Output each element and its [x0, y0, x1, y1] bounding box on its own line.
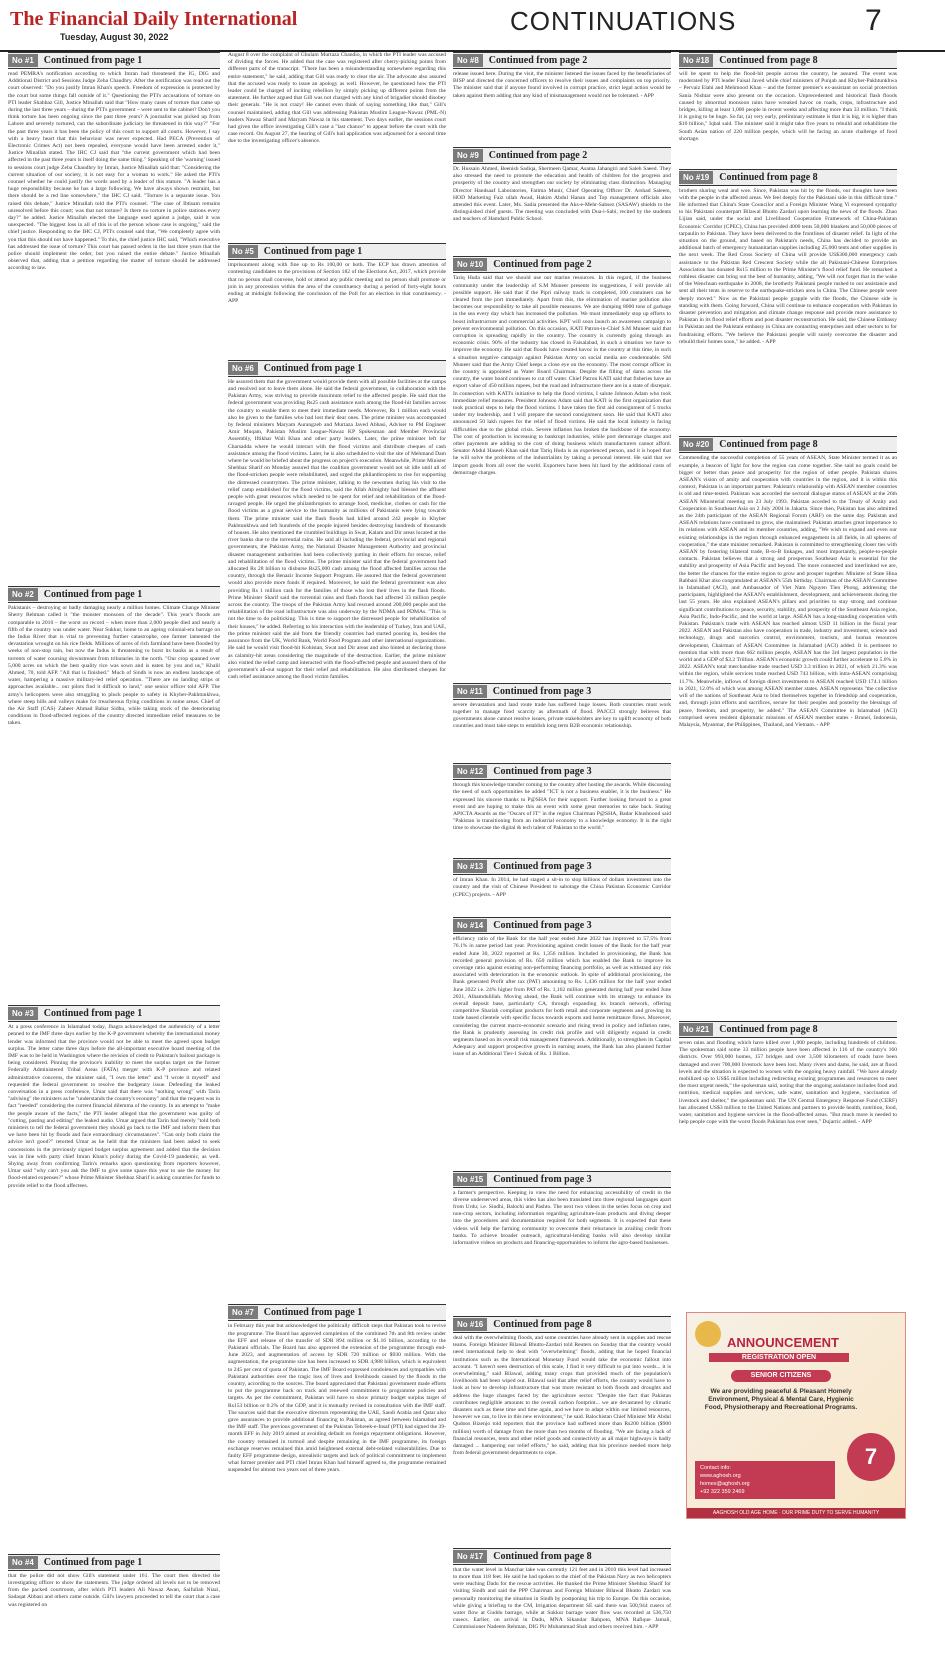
story	[453, 1316, 671, 1544]
story-number: No #6	[228, 362, 258, 375]
story	[453, 917, 671, 1166]
story-header	[453, 1548, 671, 1565]
story	[228, 243, 446, 356]
column-1	[8, 52, 220, 1642]
ad-title: ANNOUNCEMENT	[727, 1335, 839, 1350]
story-number: No #12	[453, 765, 487, 778]
story-header	[679, 169, 897, 186]
continued-from-label: Continued from page 1	[43, 589, 143, 601]
ad-contact	[695, 1461, 835, 1499]
continued-from-label: Continued from page 2	[493, 259, 592, 271]
story-number: No #5	[228, 245, 258, 258]
continued-from-label: Continued from page 1	[263, 1307, 363, 1319]
story-body: of Imran Khan. In 2014, he had staged a sit-in to stop billions of dollars investment into the country and the visit of Chinese President to sabotage the China Pakistan Economic Corridor (CPEC) projects. - APP	[453, 877, 671, 898]
story-header	[228, 360, 446, 377]
aghosh-logo-icon	[695, 1321, 721, 1347]
story-number: No #7	[228, 1306, 258, 1319]
story-header	[453, 256, 671, 273]
newspaper-title: The Financial Daily International	[10, 8, 298, 30]
story-header	[8, 1005, 220, 1022]
story-header	[8, 52, 220, 69]
page-number: 7	[865, 4, 882, 37]
story-header	[453, 763, 671, 780]
story-number: No #18	[679, 54, 713, 67]
masthead	[0, 0, 945, 52]
ad-contact-label: Contact info:	[700, 1465, 731, 1471]
story-number: No #2	[8, 588, 38, 601]
story-number: No #9	[453, 149, 483, 162]
story-number: No #19	[679, 171, 713, 184]
column-2	[228, 52, 446, 1615]
column-3	[453, 52, 671, 1672]
continued-from-label: Continued from page 1	[43, 55, 143, 66]
continued-from-label: Continued from page 3	[492, 685, 592, 697]
continued-from-label: Continued from page 8	[719, 439, 818, 451]
story-header	[679, 436, 897, 453]
story	[8, 1554, 220, 1638]
story-body: brothers sharing weal and woe. Since, Pakistan was hit by the floods, our thoughts have been with the people in the affected areas. We feel deeply for the Pakistani side in this difficult time." He informed that China's State Councilor and a Foreign Minister Wang Yi expressed sympathy to his Pakistani counterpart Bilawal Bhutto Zardari upon learning the news of the floods. Zhao Lijian said, under the social and Livelihood Cooperation Framework of China-Pakistan Economic Corridor (CPEC), China has provided 4000 tents 50,000 blankets and 50,000 pieces of tarpaulin to Pakistan. They have been delivered to the frontlines of disaster relief. In light of the situation on the ground, and based on Pakistan's needs, China has decided to provide an additional batch of emergency humanitarian supplies including 25,000 tents and other supplies in the next week. The Red Cross Society of China will provide US$300,000 emergency cash assistance to the Pakistan Red Crescent Society while the all Pakistani-Chinese Enterprises Association has donated Rs15 million to the Prime Minister's flood relief fund. He remarked a ruthless disaster can bring out the best of humanity, adding, "We will not forget that in the wake of the Wenchuan earthquake in 2008, the brotherly Pakistani people rushed to our assistance and sent all their tents in reserve to the earthquake-stricken area in China. The Chinese people were deeply moved." Now as the Pakistani people grapple with the floods, the Chinese side is standing with them. Going forward, China will continue to enhance cooperation with Pakistan in disaster prevention and mitigation and climate change response and provide more assistance to Pakistan in its flood relief efforts and post disaster reconstruction. He said, the Chinese Embassy in Pakistan and the Pakistani embassy in China are contacting enterprises and other sectors to for fundraising efforts. "We believe the Pakistani people will surely overcome the disaster and rebuild their homes soon," he added. - APP	[679, 187, 897, 345]
ad-senior-citizens: SENIOR CITIZENS	[731, 1370, 831, 1382]
story-number: No #17	[453, 1550, 487, 1563]
story-body: in February this year but acknowledged the politically difficult steps that Pakistan took to revive the programme. The Board has approved completion of the combined 7th and 8th review under the EFF and release of the transfer of SDR 894 million or $1.16 billion, according to the Pakistani officials. The Board has also approved the extension of the programme through end-June 2023, and augmentation of access by SDR 720 million or $930 million. With the augmentation, the programme size has been increased to SDR 4,988 billion, which is equivalent to 245 per cent of quota of Pakistan. The IMF Board expressed condolences and sympathies with Pakistani authorities over the tragic loss of lives and livelihoods caused by the floods in the country, according to the sources. The board appreciated that Pakistani government made efforts to put the programme back on track and renewed commitment to programme policies and targets. As per the commitment, Pakistan will have to show primary budget surplus target of Rs153 billion or 0.2% of the GDP, and it is mutually revised in consultation with the IMF staff. The sources said that the executive directors representing the UAE, Saudi Arabia and Qatar also gave assurances to provide additional financing to Pakistan, as agreed between Islamabad and the IMF staff. The previous government of the Pakistan Tehreek-e-Insaf (PTI) had signed the 39-month EFF in July 2019 aimed at avoiding default on foreign repayment obligations. However, the country remained in turmoil and despite remaining in the IMF programme, its foreign exchange reserves remained thin amid heightened external debt-related vulnerabilities. Due to faulty EFF programme design, unrealistic targets and lack of political commitment to implement what former premier and PTI chief Imran Khan had himself agreed to, the programme remained suspended for almost two years out of three years.	[228, 1323, 446, 1474]
story	[8, 1005, 220, 1550]
story-body: Pakistanis – destroying or badly damaging nearly a million homes. Climate Change Minister Sherry Rehman called it "the monster monsoon of the decade". This year's floods are comparable to 2010 – the worst on record – when more than 2,000 people died and nearly a fifth of the country was under water. Near Sukkur, home to an ageing colonial-era barrage on the Indus River that is vital to preventing further catastrophe, one farmer lamented the devastation wrought on his rice fields. Millions of acres of rich farmland have been flooded by weeks of non-stop rain, but now the Indus is threatening to burst its banks as a result of torrents of water coursing downstream from tributaries in the north. "Our crop spanned over 5,000 acres on which the best quality rice was sown and is eaten by you and us," Khalil Ahmed, 70, told AFP. "All that is finished." Much of Sindh is now an endless landscape of water, hampering a massive military-led relief operation. "There are no landing strips or approaches available... our pilots find it difficult to land," one senior officer told AFP. The army's helicopters were also struggling to pluck people to safety in Khyber-Pakhtunkhwa, where steep hills and valleys make for treacherous flying conditions in some areas. Chief of the Air Staff (CAS) Zaheer Ahmad Babar Sidhu, while taking stock of the deteriorating conditions in flood-affected regions of the country directed immediate relief measures to be taken.	[8, 605, 220, 727]
story-number: No #15	[453, 1173, 487, 1186]
story	[679, 52, 897, 165]
continued-from-label: Continued from page 2	[488, 150, 588, 161]
story	[679, 169, 897, 433]
story	[453, 683, 671, 760]
story-number: No #21	[679, 1023, 713, 1036]
continued-from-label: Continued from page 3	[493, 1173, 592, 1185]
story-body: deal with the overwhelming floods, and some countries have already sent in supplies and rescue teams. Foreign Minister Bilawal Bhutto-Zardari told Reuters on Sunday that the country would need international help to deal with "overwhelming" floods, adding that he hoped financial institutions such as the International Monetary Fund would take the economic fallout into account. "I haven't seen destruction of this scale, I find it very difficult to put into words... it is overwhelming," said Bilawal, adding many crops that provided much of the population's livelihoods had been wiped out. Bilawal said that after relief efforts, the country would have to look at how to develop infrastructure that was more resistant to both floods and droughts and address the huge changes faced by the agriculture sector. "Despite the fact that Pakistan contributes negligible amounts to the overall carbon footprint... we are devastated by climatic disasters such as these time and time again, and we have to adapt within our limited resources, however we can, to live in this new environment," he said. Balochistan Chief Minister Mir Abdul Qudoos Bizenjo told reporters that the province had suffered more than Rs200 billion ($900 million) worth of damage from the more than two months of flooding. "We are facing a lack of financial resources, tents and other relief goods and connectivity as all major highways is badly damaged ... hampering our relief efforts," he said, adding that his province needed more help from federal government departments to cope.	[453, 1334, 671, 1457]
story	[228, 1304, 446, 1611]
story-header	[453, 147, 671, 164]
ad-body: We are providing peaceful & Pleasant Homely Environment, Physical & Mental Care, Hygienic Food, Physiotherapy and Recreational Programs.	[704, 1388, 858, 1411]
continued-from-label: Continued from page 1	[43, 1556, 143, 1568]
ad-contact-phone[interactable]: +92 322 359 2469	[700, 1489, 745, 1495]
column-4	[679, 52, 897, 1231]
story-body: a farmer's perspective. Keeping in view the need for enhancing accessibility of credit in the diverse underserved areas, this video has also been translated into three regional languages apart from Urdu; i.e. Sindhi, Balochi and Pashto. The next two videos in the series focus on crop and non-crop sectors, including information regarding agriculture-loan products and diving deeper into the procedures and documentation required for both segments. It is expected that these videos will help the farming community to overcome their reluctance in availing credit from banks. To achieve broader outreach, agricultural-lending banks will also develop similar informative videos on products and financing-opportunities to inform the agro-based businesses.	[453, 1189, 671, 1246]
issue-date: Tuesday, August 30, 2022	[60, 32, 169, 42]
continued-from-label: Continued from page 8	[719, 171, 818, 183]
story	[453, 256, 671, 678]
story-header	[8, 586, 220, 603]
story-body: At a press conference in Islamabad today, Jhagra acknowledged the authenticity of a letter penned to the IMF three days earlier by the K-P government whereby the international money lender was informed that the province would not be able to meet the agreed upon budget surplus. The letter came three days before the all-important executive board meeting of the IMF was to be held in Washington where the revision of credit to Pakistan's bailout package is being considered. Pinning the province's inability to meet the surplus target on the former Federally Administered Tribal Areas (FATA) merger with K-P province and related administrative concerns, the minister said, "I own the letter" and "I wrote it myself" and requested the federal government to resolve the budgetary issue. Defending the leaked conversation in a press conference, Umar said that there was "nothing wrong" with Tarin "advising" the ministers as he "understands the country's economy" and that the request was in fact "needed" considering the current financial dilemma of the country. In an attempt to "make the people aware of the facts," the PTI leader alleged that the government was guilty of "cutting, pasting and editing" the leaked audio. Umar argued that Tarin had merely "told both ministers to tell the federal government they should go back to the IMF and inform them that we have been hit by floods and face extraordinary circumstances". "Can only both claim the advice isn't good?" retorted Umar as he held that the ministers had been asked to seek concessions in the previously signed budget surplus agreement and added that the decision was in line with party chief Imran Khan's policy during the Covid-19 pandemic, as well. Shying away from confirming Tarin's remarks upon questioning from reporters however, Umar said "why can't you ask the IMF to give some space this year to use the money for flood-related expenses?" whose Prime Minister Shehbaz Sharif is asking countries for funds to provide relief to the flood affectees.	[8, 1024, 220, 1189]
story	[228, 360, 446, 1301]
ad-contact-email[interactable]: homes@aghosh.org	[700, 1481, 750, 1487]
story-body: that the water level in Manchar lake was currently 121 feet and in 2010 this level had increased to more than 118 feet. He said he had spoken to the chief of the Pakistan Navy as two helicopters were reaching Dadu for the rescue activities. He thanked the Prime Minister Shehbaz Sharif for visiting Sindh and said the PPP Chairman and Foreign Minister Bilawal Bhutto Zardari was personally monitoring the situation in Sindh by postponing his trip to Europe. On this occasion, while giving a briefing to the CM, Irrigation department SE said there was 500,944 cusecs of water flow at Guddu barrage, while at Sukkur barrage water flow was recorded at 536,750 cusecs. Earlier, on arrival in Dadu, MNA Sikandar Rahpoto, MNA Rafique Jamali, Commissioner Nadeem Rehman, DIG Pir Muhammad Shah and others received him. - APP	[453, 1566, 671, 1631]
story-body: release issued here. During the visit, the minister listened the issues faced by the beneficiaries of BISP and directed the concerned officers to resolve their issues and complaints on top priority. The minister said that if anyone found involved in corrupt practice, strict legal action would be taken against them adding that any kind of mismanagement would not be tolerated. - APP	[453, 71, 671, 99]
story	[8, 52, 220, 582]
story-body: read PEMRA's notification according to which Imran had threatened the IG, DIG and Additional District and Sessions Judge Zeba Chaudhry. After the notification was read out the court observed: "Do you justify Imran Khan's speech. Freedom of expression is protected by the court but some things fall outside of it." Questioning the PTI's accusations of torture on PTI leader Shahbaz Gill, Justice Minallah said that "How many cases of torture that came up during the last three years – during the PTI's government – were sent to the cabinet? Don't you think torture has been ongoing since the past three years? A journalist was picked up from Lahore and severely tortured, can the subordinate judiciary be threatened in this way?" "For the past three years it has been the policy of this court to support all courts. However, I say with a heavy heart that this behaviour was never expected. Had PECA (Prevention of Electronic Crimes Act) not been repealed, everyone would have been arrested under it," Justice Minallah stated. The IHC CJ said that "the current government which had been affected in the past three years is itself doing the same thing." Speaking of the 'warning' issued to sessions court judge Zeba Chaudhry by Imran, Justice Minallah said that: "Considering the current situation of our society, it is not easy for a woman to work." He asked the PTI's counsel whether he could justify the words used by a leader of this stature. "A leader has a huge responsibility because he has a large following. We have always shown restraint, but there should be a red line somewhere," the IHC CJ said. "Torture is a separate issue. You raised this debate," Justice Minallah told the PTI's counsel. "The case of Ibtisam remains unresolved before this court; was that not torture? Is there no torture in police stations every day?" he added. Justice Minallah elected the language used against a judge, said it was unexpected. "The biggest loss in all of this is of the person whose case is ongoing," said the chief justice. Responding to the IHC CJ, PTI's counsel said that, "We completely agree with you that this should not have happened." To this, the chief justice IHC said, "Which executive has addressed the issue of torture? This court has passed orders in the last three years that the police should implement the order, but you raised the entire debate." Justice Minallah observed that, adding that a petition regarding the matter of torture should be addressed according to law.	[8, 71, 220, 272]
story	[453, 1548, 671, 1668]
story-header	[453, 1171, 671, 1188]
announcement-advertisement[interactable]	[686, 1312, 906, 1519]
continued-from-label: Continued from page 1	[263, 362, 363, 374]
story	[453, 147, 671, 252]
story	[8, 586, 220, 1001]
continued-from-label: Continued from page 2	[488, 55, 588, 66]
continued-from-label: Continued from page 8	[493, 1318, 592, 1330]
story-body: Tariq Huda said that we should use our marine resources. In this regard, if the business community under the leadership of S.M Muneer presents its suggestions, I will provide all possible support. He said that if the Pipri railway track is completed, 100 containers can be cleared from the port immediately. Apart from this, the elimination of marine pollution also becomes our responsibility to take all possible measures. We are dumping 8000 tons of garbage in the sea every day which has increased the pollution. We must immediately stop up efforts to boost infrastructure and commercial activities. KPT will soon launch an awareness campaign to prevent environmental pollution. On this occasion, KATI Patron-in-Chief S.M Muneer said that corruption is spreading rapidly in the country. The country is currently going through an economic crisis. 90% of the industry has closed in Faisalabad, in such a situation we have to improve the economy. He said that floods have created havoc in the country at this time, in such a situation negative campaign against Pakistan Army on social media are condemnable. SM Muneer said that the Army Chief keeps a close eye on the economy. The most corrupt officer in the country is appointed as Water Board Chairman. Despite the filling of dams across the country, the water board continues to cut off water. Chief Patron KATI said that fisheries have an export value of 450 million rupees, but the road and infrastructure there are in a state of disrepair. In connection with KATI's initiative to help the flood victims, I salute Johnson Adam who took immediate relief measures. President Johnson Adam said that KATI is the first organization that took practical steps to help the flood victims. I have taken the first aid consignment of 5 trucks under my leadership, and I will prepare the second consignment soon. He said that KATI also announced 50 lakh rupees for the relief of flood victims. He said the local industry is facing difficulties due to the global crisis. Severe inflation has broken the backbone of the economy. The cost of production is increasing to bankrupt industries, while port demurrage charges and other payments are adding to the cost of doing business which manufacturers cannot afford. Senator Abdul Haseeb Khan said that Tariq Huda is an experienced person, and it is hoped that he will solve the problems of the industrialists by taking a personal interest. He said that we import goods from all over the world. Exporters have been hit hard by the additional costs of demurrage charges.	[453, 275, 671, 476]
story	[679, 1021, 897, 1227]
story-body: will be spent to help the flood-hit people across the country, he assured. The event was moderated by PTI leader Faisal Javed while chief ministers of Punjab and Khyber-Pakhtunkhwa – Pervaiz Elahi and Mehmood Khan – and the former premier's ex-assistant on social protection Sania Nishtar were also present on the occasion. Unprecedented and historical flash floods caused by abnormal monsoon rains have wreaked havoc on roads, crops, infrastructure and bridges, killing at least 1,000 people in recent weeks and affecting more than 33 million. "I think it is going to be huge. So far, (a) very early, preliminary estimate is that it is big, it is higher than $10 billion," Iqbal said. The minister said it might take five years to rebuild and rehabilitate the South Asian nation of 220 million people, which will be facing an acute challenge of food shortage.	[679, 71, 897, 142]
story-body: seven rains and flooding which have killed over 1,000 people, including hundreds of children. The spokesman said some 33 million people have been affected in 116 of the country's 160 districts. Over 993,000 homes, 157 bridges and over 3,500 kilometers of roads have been damaged and over 700,000 livestock have been lost. Many rivers and dams, he said, are at flood levels and the situation is expected to worsen with the ongoing heavy rainfall. "We have already mobilized up to US$5 million including redirecting existing programmes and resources to meet the most urgent needs," the spokesman said, noting that the ongoing assistance includes food and nutrition, medical supplies and services, safe water, sanitation and hygiene, vaccination of livestock and shelter," the spokesman said. The UN Central Emergency Response Fund (CERF) has allocated US$3 million to the United Nations and partners to provide health, nutrition, food, water, sanitation and hygiene services in the flood-affected areas. "But much more is needed to help people cope with the worst floods Pakistan has ever seen," Dujarric added. - APP	[679, 1039, 897, 1126]
story-number: No #3	[8, 1007, 38, 1020]
story-body: He assured them that the government would provide them with all possible facilities at the camps and resolved not to leave them alone. He said the federal government, in collaboration with the Pakistan Army, was striving to provide maximum relief to the affected people. He said that the federal government was providing Rs25 cash assistance each among the flood-hit families across the country to enable them to meet their immediate needs. Moreover, Rs 1 million each would also be given to the families who had lost their dear ones. The prime minister was accompanied by federal ministers Maryam Aurangzeb and Murtaza Javed Abbasi, Adviser to PM Engineer Amir Muqam, Pakistan Muslim League-Nawaz KP Spokesman and Member Provincial Assembly, Iftikhar Wali Khan and other party leaders. Later, the prime minister left for Charsadda where he would interact with the flood victims and distribute cheques of cash assistance among the flood victims. Later, he is also scheduled to visit the site of Mehmand Dam where he would be briefed about the progress on project's execution. Meanwhile, Prime Minister Shehbaz Sharif on Monday assured that the coalition government would not sit idle until all of the flood-stricken people were rehabilitated, and urged the philanthropists to rise for supporting the distressed countrymen. The prime minister, talking to the newsmen during his visit to the relief camp established for the flood victims, said the Allah Almighty had blessed the affluent people with great resources which needed to be spent for relief and rehabilitation of the flood-ravaged people. He urged the philanthropists to arrange food, medicine, clothes or cash for the flood victims as a great service to the humanity as millions of Pakistanis were lying towards them. The prime minister said the flash floods had killed around 242 people in Khyber Pakhtunkhwa and left hundreds of the people injured besides destroying hundreds of thousands of houses. He also mentioned the crumbled buildings in Swat, Kalam and Dir areas located at the river banks due to the torrential rains. He said all including the federal, provincial and regional governments, the Pakistan Army, the National Disaster Management Authority and provincial disaster management authorities had been collectively putting in their efforts for rescue, relief and rehabilitation of the flood victims. The prime minister said that the federal government had allocated Rs 28 billion to disburse Rs25,000 cash among the flood affected families across the country, through the Benazir Income Support Program. He assured that the federal government would also provide more funds if required. Moreover, he said the federal government was also providing Rs 1 million cash for the families of those who lost their lives in the flash floods. Prime Minister Sharif said the torrential rains and flash floods had affected 33 million people across the country. The troops of the Pakistan Army had rescued around 200,000 people and the rehabilitation of the road infrastructure was also underway by the NDMA and PDMAs. "This is not the time to do politicking. This is time to support the distressed people for rehabilitation of their houses," he added. Referring to his interaction with the leadership of Turkey, Iran and UAE, the prime minister said the aid from the friendly countries had started pouring in, besides the assurance from the UK, World Bank, World Food Program and other international organizations. He said he would visit flood-hit Kohistan, Swat and Dir areas and also hinted at declaring those as calamity-hit areas considering the magnitude of the destruction. Earlier, the prime minister also visited the relief camp and interacted with the flood-affected people and assured them of the government's all-out support for their relief and rehabilitation. He also distributed cheques for cash relief assistance among the flood victim families.	[228, 378, 446, 681]
story-body: Dr. Hussain Ahmed, Beenish Sadiqa, Shermeen Qamar, Asama Jahangiri and Saleh Saeed. They also stressed the need to promote the education and health of children for the progress and prosperity of the country and strengthen our society by eliminating class distinction. Managing Director Handsaaf Laboratories, Fatima Munir, Chief Operating Officer Dr. Arshad Saleem, HOD Marketing Faiz ullah Awad, Hakim Abdul Hanan and Top management officials also attended this event. Later, Ms. Sadia presented the Aks-e-Mehr-Sabsez (SASAW) shields to the distinguished chief guests. The meeting was concluded with Dua-i-Sabi, recited by the students and teachers of Hamdard Public School.	[453, 166, 671, 223]
story-number: No #13	[453, 860, 487, 873]
story-header	[228, 243, 446, 260]
story-body: efficiency ratio of the Bank for the half year ended June 2022 has improved to 57.5% from 76.1% in same period last year. Provisioning against credit losses of the Bank for the half year ended June 30, 2022 reported at Rs. 1,356 million. Included in provisioning, the Bank has recorded general provision of Rs. 650 million which has enabled the Bank to improve its coverage ratio against existing non-performing financing portfolio, as well as withstand any risk associated with deterioration in the economic outlook. In spite of additional provisioning, the Bank generated Profit after tax (PAT) amounting to Rs. 1,436 million for the half year ended June 2022 i.e. 24% higher from PAT of Rs. 1,162 million generated during half year ended June 2021, Alhamdulillah. Moving ahead, the Bank will continue with its strategy to enhance its overall deposit base, particularly CA, through expanding its branch network, offering competitive Shariah compliant products for both retail and corporate segments and growing its trade based clientele with specific focus towards exports and home remittance flows. Moreover, considering the current macro-economic scenario and rising trend in policy and inflation rates, the Bank is prudently assessing its credit risk profile and will diligently expand in credit segments based on its overall risk management framework. Additionally, to strengthen its Capital Adequacy and support prospective growth in earning assets, the Bank has also planned further issue of an Additional Tier-1 Sukuk of Rs. 1 Billion.	[453, 936, 671, 1058]
story-body: August 8 over the complaint of Ghulam Murtaza Chandio, in which the PTI leader was accused of dividing the forces. He added that the case was registered after cherry-picking points from different parts of the transcript. "There has been a misunderstanding somewhere regarding this entire statement," he said, adding that Gill was ready to clear the air. The advocate also assured that the accused was ready to issue an apology as well. However, he questioned how the PTI leader could be charged of inciting rebellion by simply picking up different points from the statement. He further argued that Gill was not charged with any kind of brigadier should disobey their generals. "He is not crazy! He cannot even think of saying something like that," Gill's counsel maintained, adding that Gill was addressing Pakistan Muslim League-Nawaz (PML-N) leaders Nawaz Sharif and Maryam Nawaz in his statement. Two days earlier, the sessions court had given the office investigating Gill's case a "last chance" to appear before the court with the case record. On August 27, the hearing of Gill's bail application was adjourned for a second time due to the investigating officer's absence.	[228, 52, 446, 145]
story-header	[228, 1304, 446, 1321]
story	[679, 436, 897, 1017]
story-number: No #16	[453, 1318, 487, 1331]
story-header	[679, 52, 897, 69]
story	[453, 52, 671, 143]
story-header	[453, 683, 671, 700]
continued-from-label: Continued from page 3	[493, 766, 592, 778]
continued-from-label: Continued from page 8	[493, 1550, 592, 1562]
story-number: No #14	[453, 919, 487, 932]
story-body: that the police did not show Gill's statement under 161. The court then directed the investigating officer to show the statements. The judge ordered all levels not to be removed from the packed courtroom, after which PTI leaders Ali Nawaz Awan, Saifullah Niazi, Sadaqat Abbasi and others came outside. Gill's lawyers proceeded to tell the court that a case was registered on	[8, 1572, 220, 1608]
ad-contact-web[interactable]: www.aghosh.org	[700, 1473, 741, 1479]
story-number: No #11	[453, 685, 487, 698]
story	[453, 858, 671, 913]
story-number: No #10	[453, 258, 487, 271]
continued-from-label: Continued from page 8	[719, 1023, 818, 1035]
continued-from-label: Continued from page 1	[43, 1008, 143, 1020]
story-header	[8, 1554, 220, 1571]
story	[453, 763, 671, 854]
story-number: No #4	[8, 1556, 38, 1569]
story	[453, 1171, 671, 1312]
story-body: severe devastation and land route trade has suffered huge losses. Both countries must work together to manage food scarcity as aftermath of flood. PAJCCI strongly believes that governments alone cannot resolve issues, private stakeholders are key to uplift economy of both countries and must take steps to establish long term B2B economic relationship.	[453, 701, 671, 730]
story-header	[453, 1316, 671, 1333]
story-header	[453, 52, 671, 69]
continued-from-label: Continued from page 3	[493, 861, 592, 873]
story-header	[453, 858, 671, 875]
continued-from-label: Continued from page 3	[493, 920, 592, 932]
story-number: No #20	[679, 438, 713, 451]
section-title: CONTINUATIONS	[510, 6, 737, 36]
ad-subtitle: REGISTRATION OPEN	[709, 1353, 849, 1362]
ad-footer: AAGHOSH OLD AGE HOME · OUR PRIME DUTY TO SERVE HUMANITY	[687, 1508, 905, 1518]
story-body: imprisonment along with fine up to Rs 100,00 or both. The ECP has drawn attention of contesting candidates to the provisions of Section 182 of the Elections Act, 2017, which provide that no person shall convene, hold or attend any public meeting and no person shall promote or join in any procession within the area of the constituency during a period of forty-eight hours ending at midnight following the conclusion of the Poll for an election in that constituency. - APP	[228, 262, 446, 305]
continued-from-label: Continued from page 8	[719, 55, 818, 66]
story-body: through this knowledge transfer coming to the country after hosting the awards. While discussing the need of such opportunities he added "ICT is not a business enabler, it is the business." He expressed his sincere thanks to P@SHA for their support. Further looking forward to a great event and are hoping to make this an event with some great memories to take back. Stating APICTA Awards as the "Oscars of IT" in the region Chairman P@SHA, Badar Khushnood said "Pakistan is transitioning from an industrial economy to a knowledge economy. It is the right time to showcase the digital & tech talent of Pakistan to the world."	[453, 782, 671, 832]
story-body: Commending the successful completion of 55 years of ASEAN, State Minister termed it as an example, a beacon of light for how the region can come together. She said no goals could be bigger or better than peace and prosperity for the region of other people. Pakistan shares ASEAN's vision of amity and cooperation with countries in the region, and it is within this context, Pakistan is an important partner. Pakistan's relationship with ASEAN member countries is old and time-tested. Pakistan was accorded the sectoral dialogue status of ASEAN at the 26th ASEAN Ministerial meeting on 23 July 1993. Pakistan acceded to the Treaty of Amity and Cooperation in Southeast Asia on 2 July 2004 in Jakarta. Since then, Pakistan has also admitted as the 24th participant of the ASEAN Regional Forum (ARF) on the same day. Pakistan and ASEAN relations have continued to grow, she maintained. Pakistan attaches great importance to its relations with ASEAN and its member countries, adding, "We wish to expand and even our existing relationships in the region through enhanced engagement in all fields, in all spheres of cooperation," the state minister remarked. Pakistan is committed to strengthening closer ties with ASEAN by fostering bilateral trade, B-to-B linkages, and most importantly, people-to-people contacts. Pakistan believes that a strong and prosperous Southeast Asia is essential for the stability and prosperity of Asia Pacific and beyond. The more connected and interlinked we are, the better the chances for the entire region to grow and prosper together. Minister of State Hina Rabbani Khar also congratulated at ASEAN's 55th birthday. Chairman of the ASEAN Committee in Islamabad (ACI), and Ambassador of Viet Nam Nguyen Tien Phong, addressing the participants, highlighted the ASEAN's establishment, development, and achievements during the last 55 years. He also explained ASEAN's pillars and priorities to stay strong and continue significant contributions to peace, security, stability, and prosperity of the Southeast Asia region, Asia Pacific, Indo-Pacific, and the world at large. ASEAN has a long-standing cooperation with Pakistan. Pakistan's trade with ASEAN has reached almost USD 11 billion in the fiscal year 2022. ASEAN and Pakistan also have cooperation in trade, industry and investment, science and technology, drugs and narcotics control, environment, tourism, and human resources development, Chairman of ASEAN Committee in Islamabad (ACI) added. It is pertinent to mention that with more than 662 million people, ASEAN has the 3rd largest population in the world and a GDP of $3.2 Trillion. ASEAN's economic growth could further accelerate to 5.0% in 2022. ASEAN's total merchandise trade reached USD 3.3 trillion in 2021, of which 21.3% was within the region, while services trade reached USD 743 billion, with intra-ASEAN comprising 11.7%. Meanwhile, inflows of foreign direct investments to ASEAN reached USD 174.1 billion in 2021, 12.0% of which was among ASEAN member states. ASEAN represents "the collective will of the nations of Southeast Asia to bind themselves together in friendship and cooperation, and, through joint efforts and sacrifices, secure for their peoples and posterity the blessings of peace, freedom, and prosperity, he added." The ASEAN Committee in Islamabad (ACI) comprised seven resident diplomatic missions of ASEAN member states - Brunei, Indonesia, Malaysia, Myanmar, the Philippines, Thailand, and Vietnam. - APP	[679, 455, 897, 728]
story-header	[679, 1021, 897, 1038]
story-number: No #8	[453, 54, 483, 67]
story	[228, 52, 446, 239]
story-header	[453, 917, 671, 934]
ad-badge: 7	[847, 1433, 895, 1481]
continued-from-label: Continued from page 1	[263, 246, 363, 258]
story-number: No #1	[8, 54, 38, 67]
